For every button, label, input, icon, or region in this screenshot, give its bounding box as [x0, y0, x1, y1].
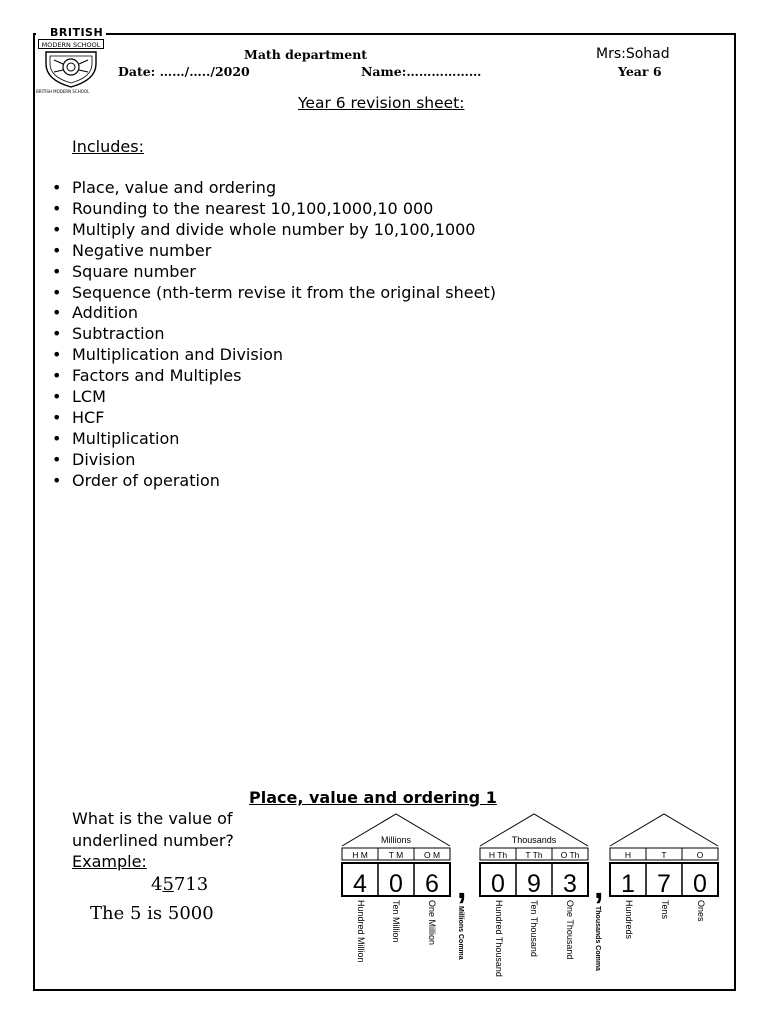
digit-text: 713	[173, 874, 209, 895]
column-header: O Th	[560, 850, 580, 860]
list-item: • Negative number	[52, 241, 496, 262]
topics-list	[52, 178, 496, 492]
underlined-digit: 5	[162, 874, 174, 895]
year-label: Year 6	[618, 64, 662, 79]
millions-comma: ,	[457, 868, 467, 906]
list-item: • Factors and Multiples	[52, 366, 496, 387]
column-header: H Th	[488, 850, 508, 860]
list-item: • Multiply and divide whole number by 10,100,1000	[52, 220, 496, 241]
column-header: H	[624, 850, 632, 860]
column-header: O M	[423, 850, 441, 860]
place-label: Ones	[696, 900, 706, 922]
digit: 1	[621, 870, 635, 898]
list-item: • Multiplication and Division	[52, 345, 496, 366]
teacher-name: Mrs:Sohad	[596, 46, 670, 62]
list-item: • LCM	[52, 387, 496, 408]
school-logo	[36, 26, 106, 100]
list-item: • Rounding to the nearest 10,100,1000,10 000	[52, 199, 496, 220]
digit: 0	[389, 870, 403, 898]
place-value-group-millions	[342, 814, 450, 963]
digit: 3	[563, 870, 577, 898]
question-line-1: What is the value of	[72, 809, 233, 828]
digit: 0	[491, 870, 505, 898]
place-label: One Million	[427, 900, 437, 946]
logo-top-text: BRITISH	[50, 26, 104, 39]
name-field: Name:………………	[361, 64, 482, 79]
comma-label: Millions Comma	[457, 906, 464, 960]
list-item: • Subtraction	[52, 324, 496, 345]
list-item: • Order of operation	[52, 471, 496, 492]
group-label: Thousands	[511, 835, 557, 845]
school-crest-icon	[44, 50, 98, 88]
example-number	[151, 874, 208, 895]
digit: 7	[657, 870, 671, 898]
place-label: Hundred Thousand	[494, 900, 504, 977]
list-item: • Addition	[52, 303, 496, 324]
place-value-group-thousands	[480, 814, 588, 977]
column-header: T	[661, 850, 667, 860]
example-answer: The 5 is 5000	[90, 903, 214, 924]
page-title: Year 6 revision sheet:	[298, 94, 465, 112]
list-item: • Sequence (nth-term revise it from the original sheet)	[52, 283, 496, 304]
place-value-chart	[340, 812, 720, 990]
place-label: Hundreds	[624, 900, 634, 940]
digit-text: 4	[151, 874, 163, 895]
logo-band-text: MODERN SCHOOL	[38, 39, 104, 49]
date-field: Date: ……/…../2020	[118, 64, 250, 79]
digit: 0	[693, 870, 707, 898]
question-line-2: underlined number?	[72, 831, 234, 850]
column-header: T M	[388, 850, 404, 860]
logo-bottom-text: BRITISH MODERN SCHOOL	[36, 89, 90, 94]
list-item: • Multiplication	[52, 429, 496, 450]
place-label: Tens	[660, 900, 670, 920]
column-header: H M	[352, 850, 368, 860]
place-label: One Thousand	[565, 900, 575, 960]
comma-label: Thousands Comma	[594, 906, 601, 971]
thousands-comma: ,	[594, 868, 604, 906]
list-item: • Place, value and ordering	[52, 178, 496, 199]
place-label: Hundred Million	[356, 900, 366, 963]
column-header: O	[696, 850, 704, 860]
list-item: • Square number	[52, 262, 496, 283]
digit: 9	[527, 870, 541, 898]
place-label: Ten Thousand	[529, 900, 539, 957]
digit: 4	[353, 870, 367, 898]
digit: 6	[425, 870, 439, 898]
example-label: Example:	[72, 852, 147, 871]
includes-heading: Includes:	[72, 137, 144, 156]
department-label: Math department	[244, 47, 368, 62]
group-label: Millions	[380, 835, 412, 845]
list-item: • HCF	[52, 408, 496, 429]
place-label: Ten Million	[391, 900, 401, 943]
place-value-group-ones	[610, 814, 718, 940]
list-item: • Division	[52, 450, 496, 471]
section-title: Place, value and ordering 1	[249, 788, 497, 807]
column-header: T Th	[525, 850, 543, 860]
